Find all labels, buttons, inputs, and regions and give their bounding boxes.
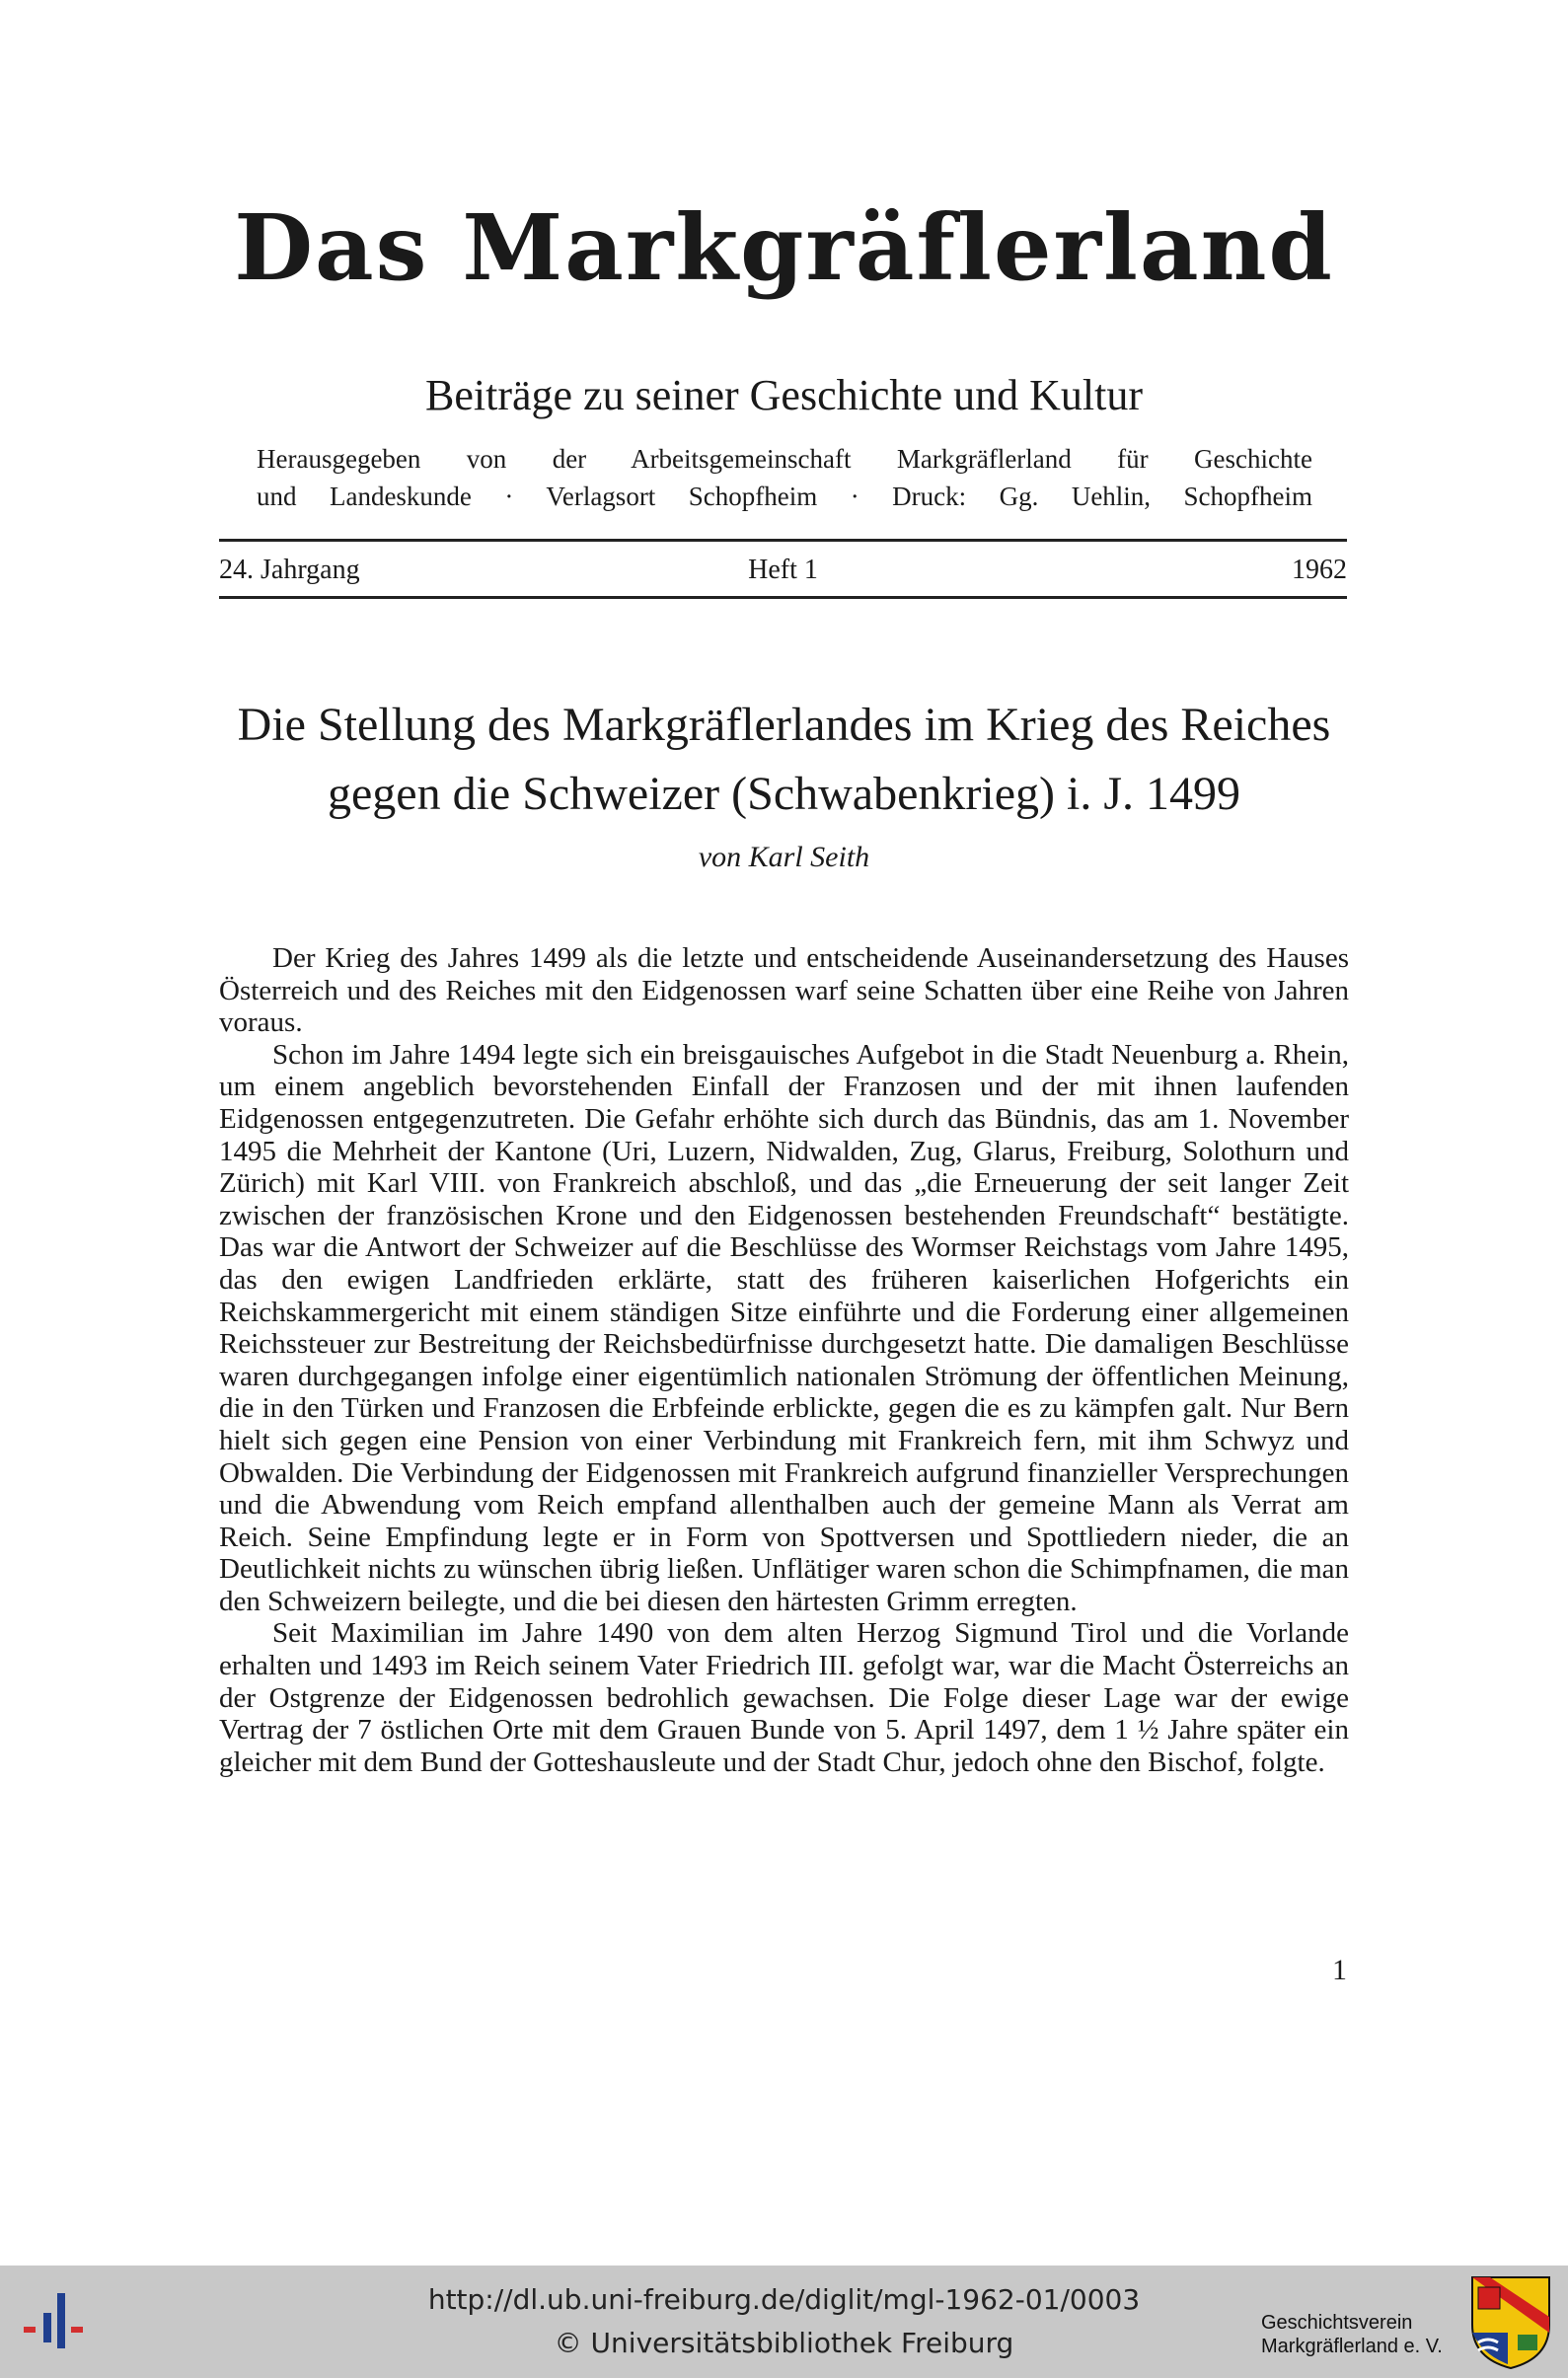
source-url-link[interactable]: http://dl.ub.uni-freiburg.de/diglit/mgl-1962-01/0003 xyxy=(427,2283,1141,2316)
issue-year: 1962 xyxy=(1292,555,1347,585)
publisher-line-2: und Landeskunde · Verlagsort Schopfheim · Druck: Gg. Uehlin, Schopfheim xyxy=(257,482,1312,511)
paragraph: Seit Maximilian im Jahre 1490 von dem alten Herzog Sigmund Tirol und die Vorlande erhalten und 1493 im Reich seinem Vater Friedrich III. gefolgt war, war die Macht Österreichs an der Ostgrenze der Eidgenossen bedrohlich gewachsen. Die Folge dieser Lage war der ewige Vertrag der 7 östlichen Orte mit dem Grauen Bunde von 5. April 1497, dem 1 ½ Jahre später ein gleicher mit dem Bund der Gotteshausleute und der Stadt Chur, jedoch ohne den Bischof, folgte. xyxy=(219,1617,1349,1778)
paragraph: Schon im Jahre 1494 legte sich ein breisgauisches Aufgebot in die Stadt Neuenburg a. Rhein, um einem angeblich bevorstehenden Einfall der Franzosen und der mit ihnen laufenden Eidgenossen entgegenzutreten. Die Gefahr erhöhte sich durch das Bündnis, das am 1. November 1495 die Mehrheit der Kantone (Uri, Luzern, Nidwalden, Zug, Glarus, Freiburg, Solothurn und Zürich) mit Karl VIII. von Frankreich abschloß, und das „die Erneuerung der seit langer Zeit zwischen der französischen Krone und den Eidgenossen bestehenden Freundschaft“ bestätigte. Das war die Antwort der Schweizer auf die Beschlüsse des Wormser Reichstags vom Jahre 1495, das den ewigen Landfrieden erklärte, statt des früheren kaiserlichen Hofgerichts ein Reichskammergericht mit einem ständigen Sitze einführte und die Forderung einer allgemeinen Reichssteuer zur Bestreitung der Reichsbedürfnisse durchgesetzt hatte. Die damaligen Beschlüsse waren durchgegangen infolge einer eigentümlich nationalen Strömung der öffentlichen Meinung, die in den Türken und Franzosen die Erbfeinde erblickte, gegen die es zu kämpfen galt. Nur Bern hielt sich gegen eine Pension von einer Verbindung mit Frankreich fern, mit ihm Schwyz und Obwalden. Die Verbindung der Eidgenossen mit Frankreich aufgrund finanzieller Versprechungen und die Abwendung vom Reich empfand allenthalben auch der gemeine Mann als Verrat am Reich. Seine Empfindung legte er in Form von Spottversen und Spottliedern nieder, die an Deutlichkeit nichts zu wünschen übrig ließen. Unflätiger waren schon die Schimpfnamen, die man den Schweizern beilegte, und die bei diesen den härtesten Grimm erregten. xyxy=(219,1038,1349,1617)
footer-bar xyxy=(0,2266,1568,2378)
article-author: von Karl Seith xyxy=(698,841,870,873)
journal-title: Das Markgräflerland xyxy=(234,194,1334,301)
issue-number: Heft 1 xyxy=(748,555,818,585)
publisher-line-1: Herausgegeben von der Arbeitsgemeinschaft Markgräflerland für Geschichte xyxy=(257,444,1312,474)
journal-subtitle: Beiträge zu seiner Geschichte und Kultur xyxy=(425,371,1143,419)
header-rule-bottom xyxy=(219,596,1347,599)
society-name-line-2: Markgräflerland e. V. xyxy=(1261,2336,1443,2357)
society-name xyxy=(1261,2311,1458,2358)
paragraph: Der Krieg des Jahres 1499 als die letzte und entscheidende Auseinandersetzung des Hauses Österreich und des Reiches mit den Eidgenossen warf seine Schatten über eine Reihe von Jahren voraus. xyxy=(219,942,1349,1039)
article-body xyxy=(219,942,1349,1778)
header-rule-top xyxy=(219,539,1347,542)
copyright-notice: © Universitätsbibliothek Freiburg xyxy=(554,2327,1014,2359)
volume-label: 24. Jahrgang xyxy=(219,555,360,585)
page-number: 1 xyxy=(1332,1954,1347,1986)
coat-of-arms-icon xyxy=(1468,2273,1553,2370)
society-name-line-1: Geschichtsverein xyxy=(1261,2312,1413,2334)
article-title-line-2: gegen die Schweizer (Schwabenkrieg) i. J. 1499 xyxy=(327,768,1241,820)
article-title xyxy=(197,691,1371,829)
article-title-line-1: Die Stellung des Markgräflerlandes im Krieg des Reiches xyxy=(237,699,1331,751)
publisher-info xyxy=(257,440,1312,515)
